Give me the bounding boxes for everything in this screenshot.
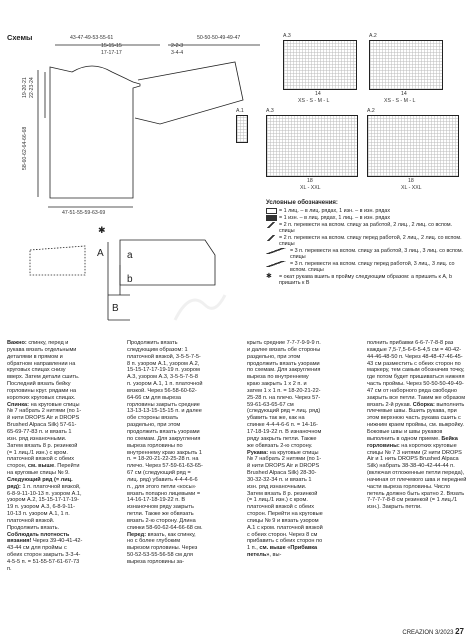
chart-a3-top-sizes: XS - S - M - L <box>298 98 330 104</box>
dim-body-length: 58-60-62-64-66-68 <box>22 126 28 170</box>
text-column-4 <box>367 340 467 630</box>
svg-text:✱: ✱ <box>98 226 106 236</box>
label-b: b <box>127 274 133 285</box>
chart-a2-top-count: 14 <box>401 91 407 97</box>
dim-shoulder-b: 3-4-4 <box>171 50 184 56</box>
chart-a2-bottom <box>367 115 459 177</box>
chart-a2-top-sizes: XS - S - M - L <box>384 98 416 104</box>
label-B: B <box>112 303 119 314</box>
schemes-title: Схемы <box>7 33 33 42</box>
dim-neck-mid2: 17-17-17 <box>101 50 122 56</box>
magazine-issue: CREAZION 3/2023 <box>402 630 454 636</box>
chart-a3-top-count: 14 <box>315 91 321 97</box>
column-text: Важно: спинку, перед и рукава вязать отдельными деталями в прямом и обратном направлении на круговых спицах снизу вверх. Затем детали сшить. Последний вязать бейку горловины круг. рядами на коротких круговых спицах. Спинка: на круговые спицы № 7 набрать 2 нитями (по 1-й нити DROPS Air и DROPS Brushed Alpaca Silk) 57-61-65-69-77-83 п. и вязать 1 изн. ряд изнаночными. Затем вязать 8 р. резинкой (= 1 лиц./1 изн.) с кром. платочной вязкой с обеих сторон, см. выше. Перейти на круговые спицы № 9. Следующий ряд (= лиц. ряд): 1 п. платочной вязкой, 6-8-9-11-10-13 п. узором А.1, узором А.2, 15-15-17-17-19-19 п. узором А.3, 6-8-9-11-10-13 п. узором А.1, 1 п. платочной вязкой. Продолжить вязать. Соблюдать плотность вязания! Через 39-40-41-42-43-44 см для проймы с обеих сторон закрыть 3-3-4-4-5-5 п. = 51-55-57-61-67-73 п. <box>7 340 83 572</box>
text-column-1 <box>7 340 83 630</box>
legend <box>266 200 466 287</box>
garment-schematic <box>0 0 280 340</box>
knit-stitch-icon <box>266 208 277 214</box>
purl-stitch-icon <box>266 215 277 221</box>
legend-item: ✱ = окат рукава вшить в пройму следующим образом: а пришить к А, b пришить к В <box>266 272 452 286</box>
chart-a3-bottom-count: 18 <box>307 178 313 184</box>
chart-a3-top-title: A.3 <box>283 33 291 39</box>
text-column-3 <box>247 340 323 630</box>
legend-item: = 1 изн. – в лиц. рядах, 1 лиц. – в изн. рядах <box>266 215 466 221</box>
cable-back-2-icon <box>266 222 277 228</box>
legend-item: = 2 п. перевести на вспом. спицу перед работой, 2 лиц., 2 лиц. со вспом. спицы <box>266 235 466 247</box>
cable-front-3-icon <box>266 261 288 267</box>
chart-a3-bottom <box>266 115 358 177</box>
dim-neck-mid: 15-15-15 <box>101 43 122 49</box>
legend-title: Условные обозначения: <box>266 200 338 206</box>
chart-a3-bottom-title: A.3 <box>266 108 274 114</box>
text-column-2 <box>127 340 203 630</box>
chart-a1-title: A.1 <box>236 108 244 114</box>
chart-a2-bottom-count: 18 <box>408 178 414 184</box>
label-A: A <box>97 248 104 259</box>
dim-sleeve-width: 50-50-50-49-49-47 <box>197 35 241 41</box>
star-icon: ✱ <box>266 272 272 280</box>
chart-a1 <box>236 115 248 143</box>
legend-item: = 3 п. перевести на вспом. спицу за работой, 3 лиц., 3 лиц. со вспом. спицы <box>266 248 466 260</box>
page-footer <box>402 627 464 636</box>
legend-item: = 3 п. перевести на вспом. спицу перед работой, 3 лиц., 3 лиц. со вспом. спицы <box>266 261 466 273</box>
dim-shoulder-a: 2-2-3 <box>171 43 184 49</box>
chart-a2-top <box>369 40 443 90</box>
chart-a3-bottom-sizes: XL - XXL <box>300 185 321 191</box>
chart-a2-top-title: A.2 <box>369 33 377 39</box>
label-a: a <box>127 250 133 261</box>
chart-a2-bottom-title: A.2 <box>367 108 375 114</box>
column-text: Продолжить вязать следующим образом: 1 платочной вязкой, 3-5-5-7-5-8 п. узором А.1, узором А.2, 15-15-17-17-19-19 п. узором А.3, узором А.3, 3-5-5-7-5-8 п. узором А.1, 1 п. платочной вязкой. Через 56-58-60-62-64-66 см для выреза горловины закрыть средние 13-13-13-15-15-15 п. и далее обе стороны вязать раздельно, при этом продолжить вязать узорами по схемам. Для закругления выреза горловины по внутреннему краю закрыть 1 п. = 18-20-21-22-25-28 п. на плечо. Через 57-59-61-63-65-67 см (следующий ряд = лиц. ряд) убавить 4-4-4-6-6 п., для этого петли «косы» вязать попарно лицевыми = 14-16-17-18-19-22 п. В изнаночном ряду закрыть петли. Также же обвязать вязать 2-ю сторону. Длина спинки 58-60-62-64-66-68 см. Перед: вязать, как спинку, но с более глубоким вырезом горловины. Через 50-52-53-55-56-58 см для выреза горловины за- <box>127 340 203 565</box>
chart-a2-bottom-sizes: XL - XXL <box>401 185 422 191</box>
cable-back-3-icon <box>266 248 288 254</box>
watermark-logo-icon <box>170 285 230 325</box>
dim-armhole2: 22-23-24 <box>29 77 35 98</box>
page-number: 27 <box>455 627 464 636</box>
column-text: полнить прибавки 6-6-7-7-8-8 раз каждые 7,5-7,5-6-6-5-4,5 см = 40-42-44-46-48-50 п. Через 48-48-47-46-45-43 см разместить с обеих сторон по маркеру, тем самым обозначив точку, где потом будет пришиваться нижняя часть проймы. Через 50-50-50-49-49-47 см от наборного ряда свободно закрыть все петли. Таким же образом вязать 2-й рукав. Сборка: выполнить плечевые швы. Вшить рукава, при этом верхнюю часть рукава сшить с нижним краем проймы, см. выкройку. Боковые швы и швы рукавов выполнить в одном приеме. Бейка горловины: на коротких круговые спицы № 7 3 нитями (2 нити DROPS Air и 1 нить DROPS Brushed Alpaca Silk) набрать 38-38-40-42-44-44 п. (включая отложенные петли переда), начиная от плечевого шва и передней части выреза горловины. Число петель должно быть кратно 2. Вязать 7-7-7-7-8-8 см резинкой (= 1 лиц./1 изн.). Закрыть петли. <box>367 340 467 511</box>
dim-armhole: 19-20-21 <box>22 77 28 98</box>
dim-top-width: 43-47-49-53-55-61 <box>70 35 114 41</box>
column-text: крыть средние 7-7-7-9-9-9 п. и далее вязать обе стороны раздельно, при этом продолжить вязать узорами по схемам. Для закругления выреза по внутреннему краю закрыть 1 х 2 п. и затем 1 х 1 п. = 18-20-21-22-25-28 п. на плечо. Через 57-59-61-63-65-67 см (следующий ряд = лиц. ряд) убавить так же, как на спинке 4-4-4-6-6 п. = 14-16-17-18-19-22 п. В изнаночном ряду закрыть петли. Также же обвязать 2-ю сторону. Рукава: на круговые спицы № 7 набрать 2 нитями (по 1-й нити DROPS Air и DROPS Brushed Alpaca Silk) 28-30-30-32-32-34 п. и вязать 1 изн. ряд изнаночными. Затем вязать 8 р. резинкой (= 1 лиц./1 изн.) с кром. платочной вязкой с обеих сторон. Перейти на круговые спицы № 9 и вязать узором А.1 с кром. платочной вязкой с обеих сторон. Через 8 см прибавить с обеих сторон по 1 п., см. выше «Прибавка петель», вы- <box>247 340 323 559</box>
dim-bottom-width: 47-51-55-59-63-69 <box>62 210 106 216</box>
chart-a3-top <box>283 40 357 90</box>
legend-item: = 1 лиц. – в лиц. рядах, 1 изн. – в изн. рядах <box>266 208 466 214</box>
legend-item: = 2 п. перевести на вспом. спицу за работой, 2 лиц., 2 лиц. со вспом. спицы <box>266 222 466 234</box>
cable-front-2-icon <box>266 235 277 241</box>
